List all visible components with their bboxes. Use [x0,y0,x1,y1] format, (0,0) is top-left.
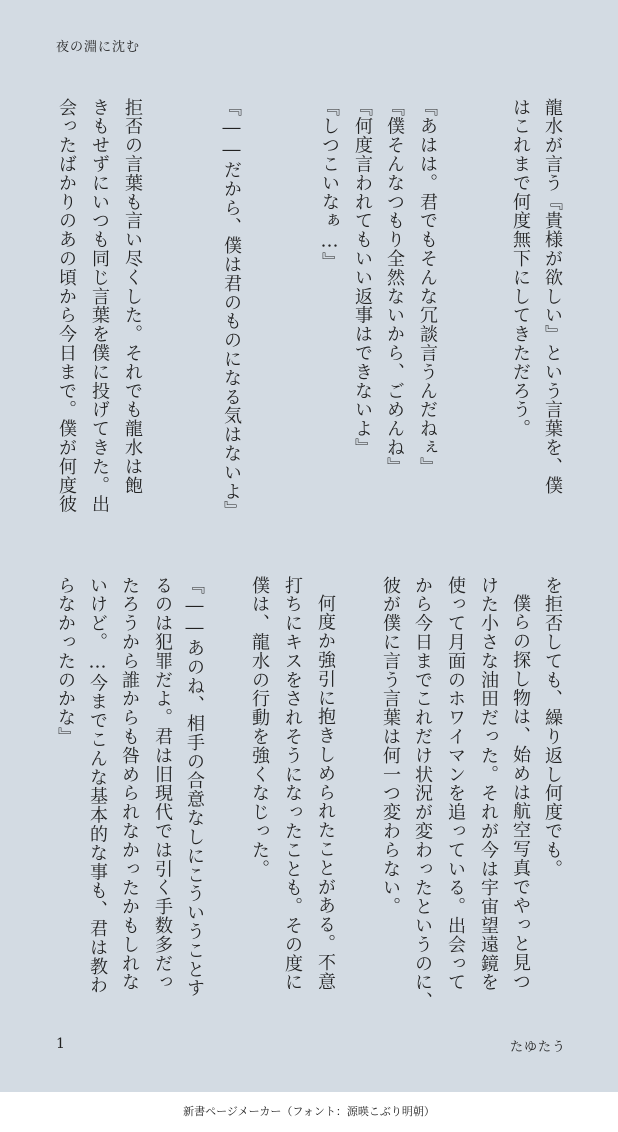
text-column: 『――あのね、相手の合意なしにこういうことす [184,576,205,998]
text-column: きもせずにいつも同じ言葉を僕に投げてきた。出 [89,98,110,514]
text-column: 僕らの探し物は、始めは航空写真でやっと見つ [510,594,531,991]
text-column: らなかったのかな』 [55,576,76,747]
page-header-title: 夜の淵に沈む [56,40,141,55]
text-column: いけど。…今までこんな基本的な事も、君は教わ [87,576,108,995]
text-column: 『僕そんなつもり全然ないから、ごめんね』 [384,98,405,476]
generator-credit: 新書ページメーカー（フォント：源暎こぶり明朝） [183,1105,435,1118]
text-column: るのは犯罪だよ。君は旧現代では引く手数多だっ [152,576,173,992]
text-column: を拒否しても、繰り返し何度でも。 [542,576,563,879]
text-column: けた小さな油田だった。それが今は宇宙望遠鏡を [478,576,499,992]
text-column: 『何度言われてもいい返事はできないよ』 [352,98,373,458]
text-column: 使って月面のホワイマンを追っている。出会って [445,576,466,992]
text-column: たろうから誰からも咎められなかったかもしれな [119,576,140,992]
text-column: 会ったばかりのあの頃から今日まで。僕が何度彼 [56,98,77,514]
text-column: 僕は、龍水の行動を強くなじった。 [249,576,270,879]
text-column: 『――だから、僕は君のものになる気はないよ』 [221,98,242,520]
text-column: 何度か強引に抱きしめられたことがある。不意 [315,594,336,991]
text-column: 彼が僕に言う言葉は何一つ変わらない。 [380,576,401,917]
text-column: 『あはは。君でもそんな冗談言うんだねぇ』 [417,98,438,476]
text-column: はこれまで何度無下にしてきただろう。 [510,98,531,439]
author-name: たゆたう [510,1040,567,1055]
text-column: 龍水が言う『貴様が欲しい』という言葉を、僕 [542,98,563,495]
text-column: から今日までこれだけ状況が変わったというのに、 [412,576,433,1011]
text-column: 『しつこいなぁ…』 [319,98,340,272]
text-column: 拒否の言葉も言い尽くした。それでも龍水は飽 [122,98,143,495]
page-number: 1 [56,1036,65,1052]
text-column: 打ちにキスをされそうになったことも。その度に [282,576,303,992]
